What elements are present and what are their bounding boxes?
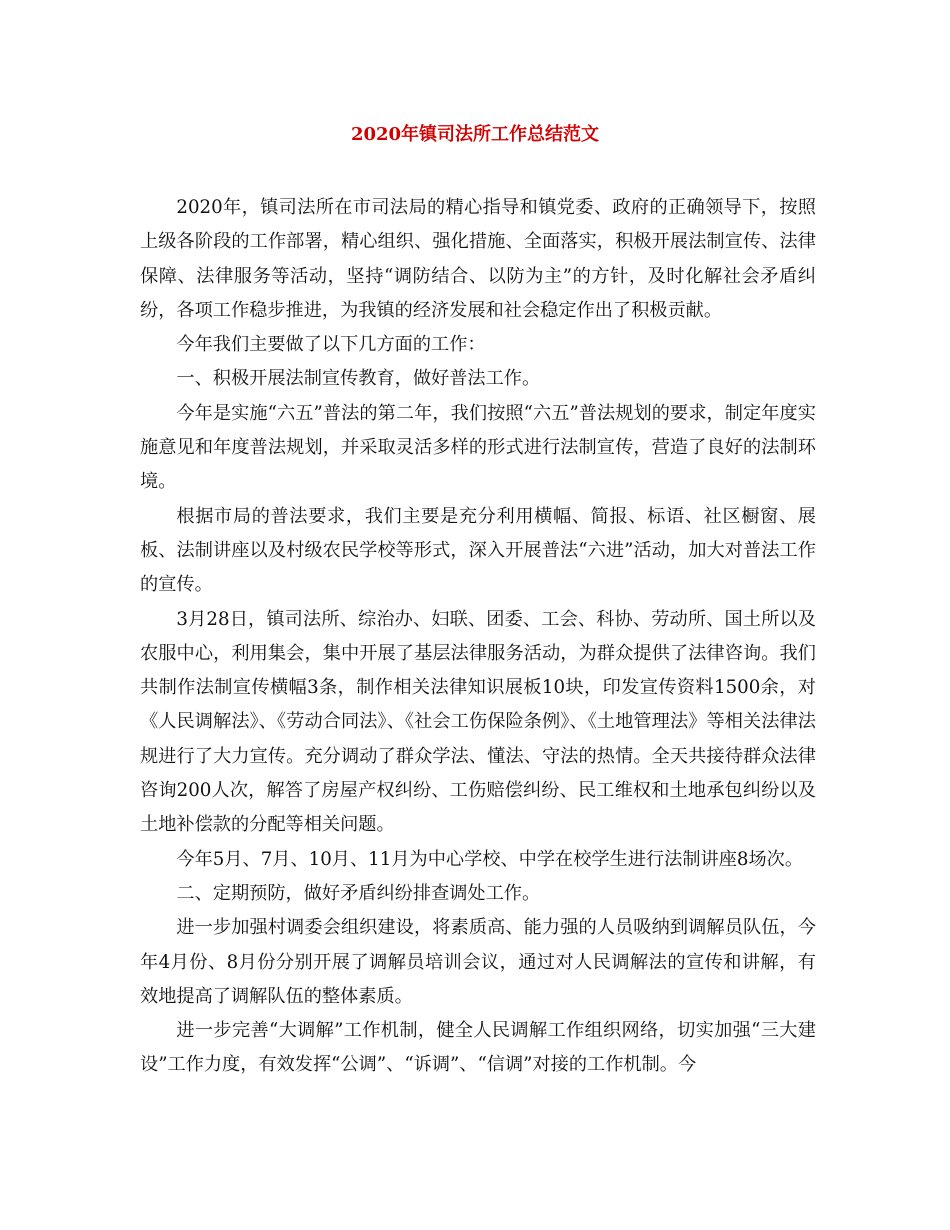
paragraph: 3月28日，镇司法所、综治办、妇联、团委、工会、科协、劳动所、国土所以及农服中心，利用集会，集中开展了基层法律服务活动，为群众提供了法律咨询。我们共制作法制宣传横幅3条，制作相关法律知识展板10块，印发宣传资料1500余，对《人民调解法》、《劳动合同法》、《社会工伤保险条例》、《土地管理法》等相关法律法规进行了大力宣传。充分调动了群众学法、懂法、守法的热情。全天共接待群众法律咨询200人次，解答了房屋产权纠纷、工伤赔偿纠纷、民工维权和土地承包纠纷以及土地补偿款的分配等相关问题。: [140, 608, 816, 836]
paragraph: 今年5月、7月、10月、11月为中心学校、中学在校学生进行法制讲座8场次。: [176, 848, 804, 870]
paragraph: 进一步加强村调委会组织建设，将素质高、能力强的人员吸纳到调解员队伍，今年4月份、8月份分别开展了调解员培训会议，通过对人民调解法的宣传和讲解，有效地提高了调解队伍的整体素质。: [140, 917, 816, 1007]
section-heading: 一、积极开展法制宣传教育，做好普法工作。: [176, 368, 541, 390]
paragraph: 今年我们主要做了以下几方面的工作：: [176, 334, 486, 356]
document-body: [140, 191, 816, 1083]
paragraph: 进一步完善“大调解”工作机制，健全人民调解工作组织网络，切实加强“三大建设”工作力度，有效发挥“公调”、“诉调”、“信调”对接的工作机制。今: [140, 1020, 816, 1076]
document-title: 2020年镇司法所工作总结范文: [350, 124, 600, 145]
paragraph: 根据市局的普法要求，我们主要是充分利用横幅、简报、标语、社区橱窗、展板、法制讲座以及村级农民学校等形式，深入开展普法“六进”活动，加大对普法工作的宣传。: [140, 505, 816, 596]
section-heading: 二、定期预防，做好矛盾纠纷排查调处工作。: [176, 882, 541, 904]
paragraph: 今年是实施“六五”普法的第二年，我们按照“六五”普法规划的要求，制定年度实施意见和年度普法规划，并采取灵活多样的形式进行法制宣传，营造了良好的法制环境。: [140, 402, 816, 493]
paragraph: 2020年，镇司法所在市司法局的精心指导和镇党委、政府的正确领导下，按照上级各阶段的工作部署，精心组织、强化措施、全面落实，积极开展法制宣传、法律保障、法律服务等活动，坚持“调防结合、以防为主”的方针，及时化解社会矛盾纠纷，各项工作稳步推进，为我镇的经济发展和社会稳定作出了积极贡献。: [140, 197, 816, 321]
